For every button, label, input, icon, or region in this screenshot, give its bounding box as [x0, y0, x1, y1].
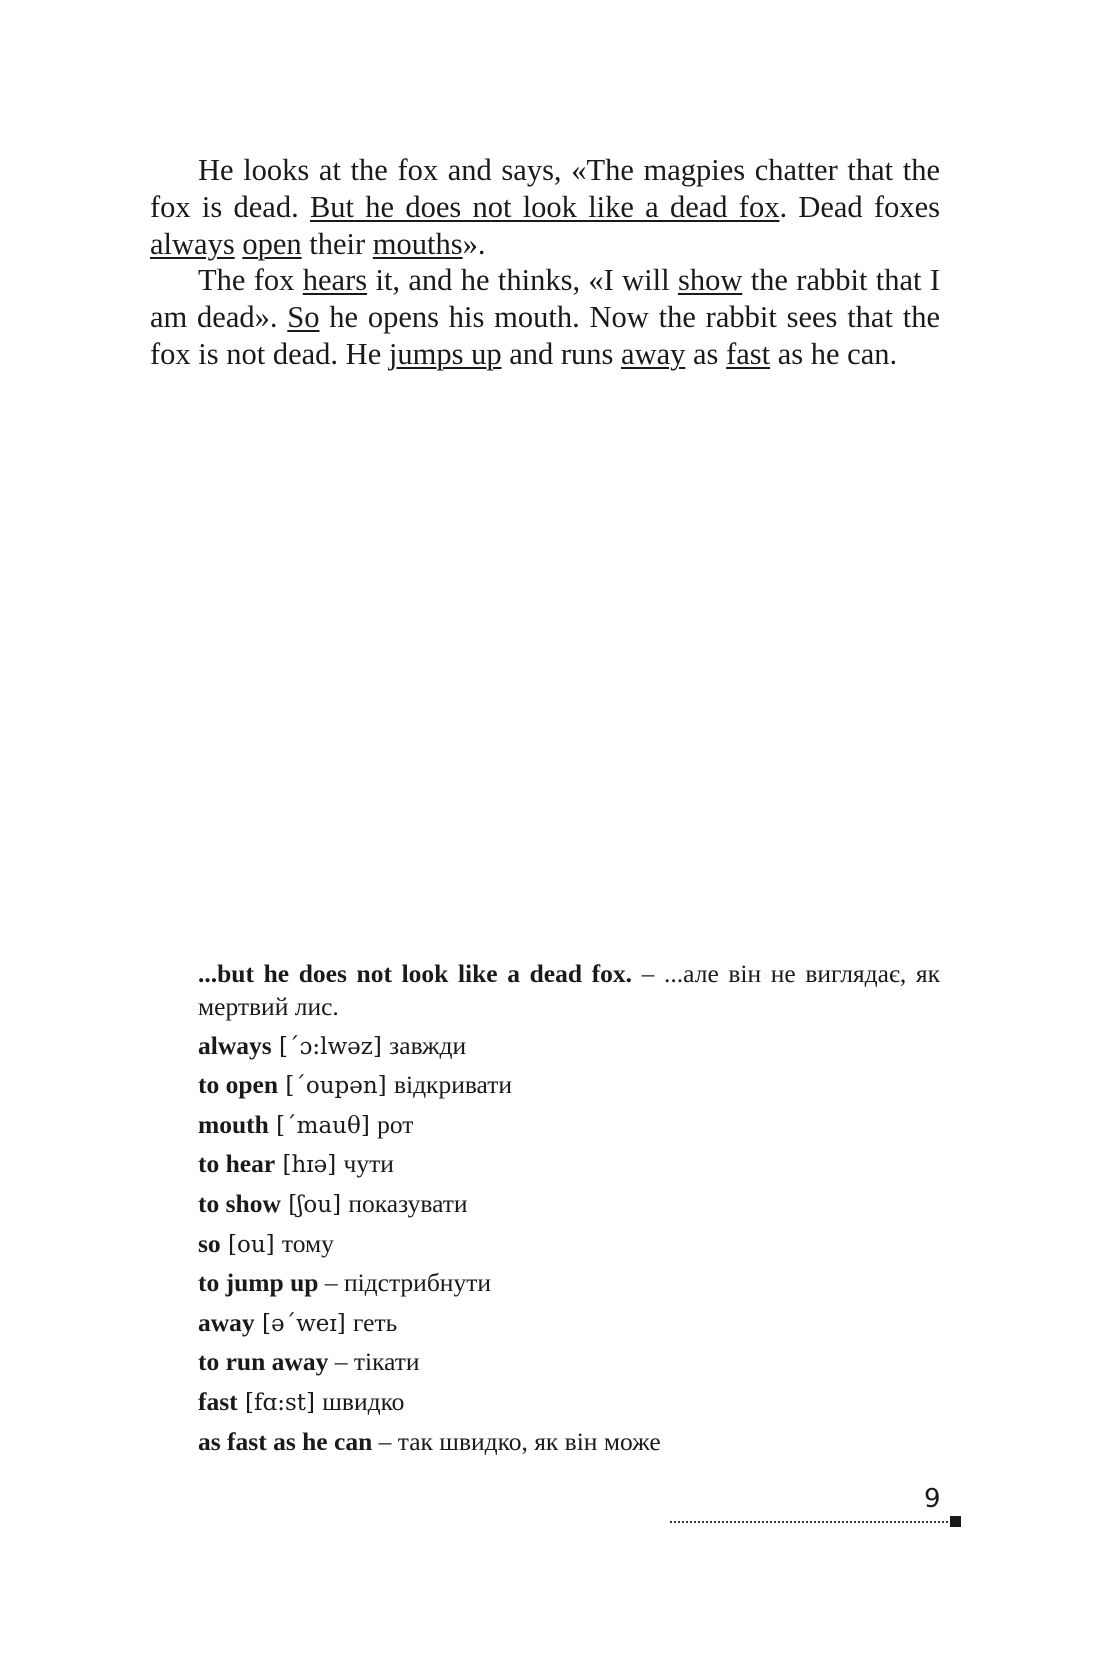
glossary-entry	[198, 1148, 940, 1181]
glossary-entry	[198, 1188, 940, 1221]
glossary-translation: підстрибнути	[343, 1268, 491, 1298]
glossary-entry	[198, 1109, 940, 1142]
underlined-word: open	[242, 226, 302, 261]
glossary-separator: –	[328, 1347, 354, 1377]
glossary-term: away	[198, 1307, 255, 1337]
glossary-transcription: [΄mauθ]	[268, 1112, 378, 1139]
glossary-translation: чути	[343, 1149, 394, 1179]
glossary-translation: відкривати	[393, 1070, 512, 1100]
text-run: and runs	[501, 336, 622, 371]
glossary-term: to open	[198, 1070, 279, 1100]
glossary-entry	[198, 1030, 940, 1063]
underlined-word: fast	[726, 336, 771, 371]
underlined-word: mouths	[372, 226, 463, 261]
text-run: as	[685, 336, 727, 371]
glossary-translation: геть	[353, 1307, 398, 1337]
glossary-transcription: [ʃou]	[280, 1191, 349, 1218]
underlined-word: So	[287, 300, 320, 335]
glossary-entry	[198, 1069, 940, 1102]
glossary-entry	[198, 1426, 940, 1459]
story-text	[150, 152, 940, 373]
glossary-separator: –	[372, 1426, 398, 1456]
underlined-word: hears	[302, 263, 368, 298]
underlined-phrase: jumps up	[388, 336, 502, 371]
glossary-term: as fast as he can	[198, 1426, 373, 1456]
glossary-separator: –	[318, 1268, 344, 1298]
glossary-translation: тому	[281, 1228, 334, 1258]
glossary-entry	[198, 1346, 940, 1379]
glossary-transcription: [ou]	[220, 1231, 282, 1258]
story-paragraph-1	[150, 152, 940, 262]
glossary-entry	[198, 1267, 940, 1300]
glossary-term: fast	[198, 1386, 238, 1416]
glossary-term: to hear	[198, 1149, 276, 1179]
glossary-term: so	[198, 1228, 221, 1258]
glossary-translation: показувати	[348, 1188, 468, 1218]
page-number: 9	[924, 1484, 941, 1514]
glossary-translation: тікати	[353, 1347, 420, 1377]
text-run: The fox	[198, 263, 303, 298]
underlined-word: away	[621, 336, 686, 371]
footer-square-mark	[950, 1516, 961, 1527]
story-paragraph-2	[150, 262, 940, 372]
vocabulary-glossary	[198, 958, 940, 1465]
text-run: he opens his mouth. Now the rabbit sees that the fox is not dead. He	[150, 300, 940, 371]
text-run: it, and he thinks, «I will	[367, 263, 678, 298]
glossary-entry	[198, 958, 940, 1023]
text-run: He looks at the fox and says, «The magpies chatter that the fox is dead.	[150, 153, 940, 224]
glossary-transcription: [΄ɔ:lwəz]	[271, 1033, 390, 1060]
glossary-translation: завжди	[389, 1030, 467, 1060]
glossary-separator: –	[632, 959, 665, 988]
glossary-term: always	[198, 1030, 272, 1060]
glossary-entry	[198, 1307, 940, 1340]
glossary-entry	[198, 1228, 940, 1261]
glossary-translation: швидко	[322, 1386, 405, 1416]
glossary-term: ...but he does not look like a dead fox.	[198, 959, 633, 988]
glossary-term: mouth	[198, 1109, 269, 1139]
underlined-word: show	[677, 263, 743, 298]
glossary-term: to show	[198, 1188, 281, 1218]
glossary-term: to jump up	[198, 1268, 319, 1298]
text-run: their	[301, 226, 373, 261]
text-run: ».	[462, 226, 486, 261]
glossary-translation: так швидко, як він може	[397, 1426, 661, 1456]
glossary-transcription: [ə΄weɪ]	[254, 1310, 354, 1337]
glossary-transcription: [hɪə]	[275, 1152, 344, 1179]
glossary-transcription: [΄oupən]	[278, 1073, 394, 1100]
glossary-translation: ...але він не виглядає, як мертвий лис.	[198, 959, 941, 1021]
glossary-entry	[198, 1386, 940, 1419]
glossary-term: to run away	[198, 1347, 329, 1377]
glossary-translation: рот	[377, 1109, 414, 1139]
underlined-word: always	[150, 226, 235, 261]
text-run: the rabbit that I am dead».	[150, 263, 941, 335]
text-run: as he can.	[770, 336, 898, 371]
footer-dotted-rule	[670, 1521, 948, 1523]
underlined-phrase: But he does not look like a dead fox	[309, 189, 780, 224]
glossary-transcription: [fɑ:st]	[237, 1389, 323, 1416]
text-run: . Dead foxes	[779, 189, 940, 224]
